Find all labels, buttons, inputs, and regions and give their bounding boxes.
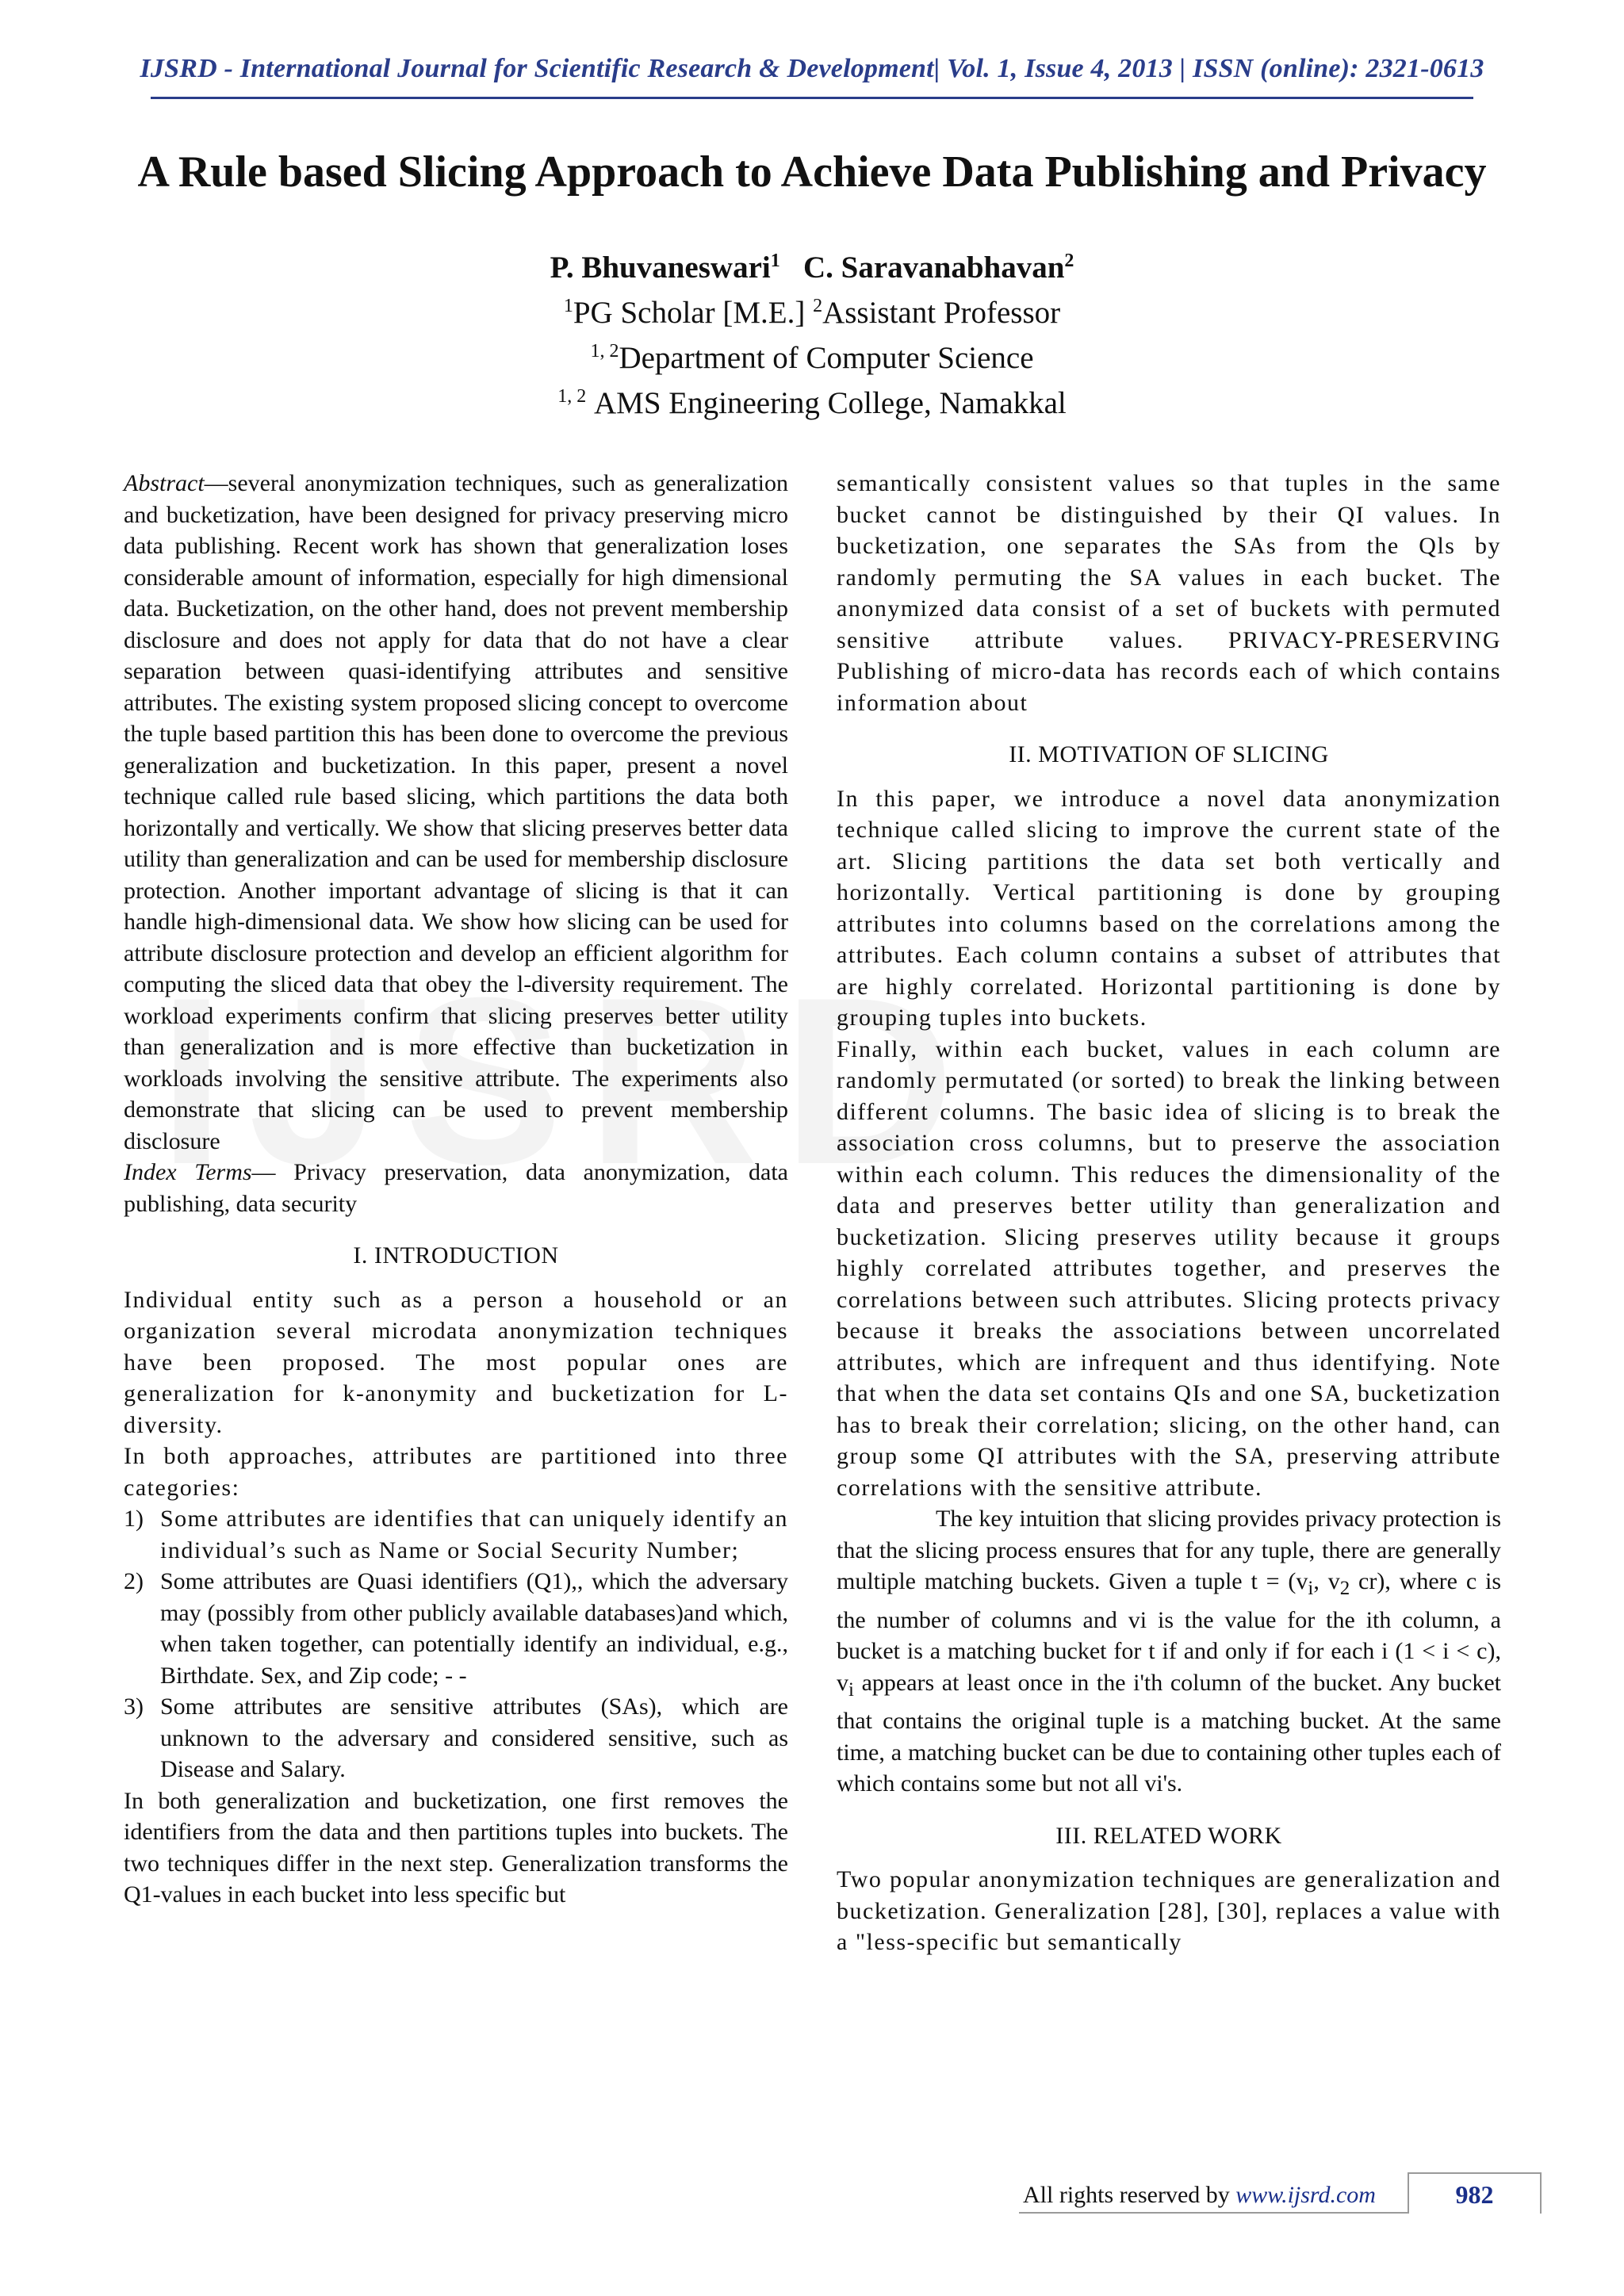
right-column <box>837 468 1501 1958</box>
motivation-paragraph-3: The key intuition that slicing provides privacy protection is that the slicing process ensures that for any tuple, there are generally multiple matching buckets. Given a tuple $t = (v_i$, $v_2$ cr), where c is the number of columns and vi is the value for the ith column, a bucket is a matching bucket for t if and only if for each i (1 < i < c), $v_i$ appears at least once in the i'th column of the bucket. Any bucket that contains the original tuple is a matching bucket. At the same time, a matching bucket can be due to containing other tuples each of which contains some but not all vi's. <box>837 1506 1501 1797</box>
index-terms: Index Terms— Privacy preservation, data anonymization, data publishing, data security <box>124 1159 788 1217</box>
footer-rule <box>1019 2212 1409 2214</box>
motivation-paragraph-2: Finally, within each bucket, values in each column are randomly permutated (or sorted) to break the linking between different columns. The basic idea of slicing is to break the association cross columns, but to preserve the association within each column. This reduces the dimensionality of the data and preserves better utility than generalization and bucketization. Slicing preserves utility because it groups highly correlated attributes together, and preserves the correlations between such attributes. Slicing protects privacy because it breaks the associations between uncorrelated attributes, which are infrequent and thus identifying. Note that when the data set contains QIs and one SA, bucketization has to break their correlation; slicing, on the other hand, can group some QI attributes with the SA, preserving attribute correlations with the sensitive attribute. <box>837 1035 1501 1501</box>
author-2: C. Saravanabhavan <box>802 251 1065 285</box>
paper-title: A Rule based Slicing Approach to Achieve Data Publishing and Privacy <box>137 147 1487 197</box>
intro-paragraph-2: In both approaches, attributes are partitioned into three categories: <box>124 1443 788 1501</box>
section-heading-motivation: II. MOTIVATION OF SLICING <box>1009 741 1329 767</box>
attribute-category-list <box>124 1503 788 1785</box>
list-item: 2) Some attributes are Quasi identifiers (Q1),, which the adversary may (possibly from other publicly available databases)and which, when taken together, can potentially identify an individual, e.g., Birthdate. Sex, and Zip code; - - <box>124 1568 788 1689</box>
intro-paragraph-3: In both generalization and bucketization, one first removes the identifiers from the data and then partitions tuples into buckets. The two techniques differ in the next step. Generalization transforms the Q1-values in each bucket into less specific but <box>124 1787 788 1908</box>
section-heading-introduction: I. INTRODUCTION <box>353 1242 559 1269</box>
related-paragraph-1: Two popular anonymization techniques are generalization and bucketization. Generalization [28], [30], replaces a value with a "less-specific but semantically <box>837 1866 1501 1955</box>
journal-header: IJSRD - International Journal for Scientific Research & Development| Vol. 1, Issue 4, 2013 | ISSN (online): 2321-0613 <box>140 54 1484 83</box>
list-item: 3) Some attributes are sensitive attributes (SAs), which are unknown to the adversary and considered sensitive, such as Disease and Salary. <box>124 1693 788 1782</box>
author-college: $^{1, 2}$ AMS Engineering College, Namakkal <box>557 386 1067 420</box>
header-rule <box>151 97 1473 99</box>
footer-link[interactable]: www.ijsrd.com <box>1235 2182 1376 2208</box>
author-names: P. Bhuvaneswari$^1$ C. Saravanabhavan$^2$ <box>550 251 1074 285</box>
author-department: $^{1, 2}$Department of Computer Science <box>590 341 1034 375</box>
intro-paragraph-1: Individual entity such as a person a household or an organization several microdata anonymization techniques have been proposed. The most popular ones are generalization for k-anonymity and bucketization for L-diversity. <box>124 1286 788 1438</box>
left-column <box>124 468 788 1911</box>
page-number: 982 <box>1408 2172 1542 2214</box>
section-heading-related-work: III. RELATED WORK <box>1055 1822 1282 1849</box>
motivation-paragraph-1: In this paper, we introduce a novel data anonymization technique called slicing to improve the current state of the art. Slicing partitions the data set both vertically and horizontally. Vertical partitioning is done by grouping attributes into columns based on the correlations among the attributes. Each column contains a subset of attributes that are highly correlated. Horizontal partitioning is done by grouping tuples into buckets. <box>837 785 1501 1031</box>
intro-continuation: semantically consistent values so that tuples in the same bucket cannot be distinguished by their QI values. In bucketization, one separates the SAs from the Qls by randomly permuting the SA values in each bucket. The anonymized data consist of a set of buckets with permuted sensitive attribute values. PRIVACY-PRESERVING Publishing of micro-data has records each of which contains information about <box>837 470 1501 716</box>
abstract-paragraph: Abstract—several anonymization techniques, such as generalization and bucketization, have been designed for privacy preserving micro data publishing. Recent work has shown that generalization loses considerable amount of information, especially for high dimensional data. Bucketization, on the other hand, does not prevent membership disclosure and does not apply for data that do not have a clear separation between quasi-identifying attributes and sensitive attributes. The existing system proposed slicing concept to overcome the tuple based partition this has been done to overcome the previous generalization and bucketization. In this paper, present a novel technique called rule based slicing, which partitions the data both horizontally and vertically. We show that slicing preserves better data utility than generalization and can be used for membership disclosure protection. Another important advantage of slicing is that it can handle high-dimensional data. We show how slicing can be used for attribute disclosure protection and develop an efficient algorithm for computing the sliced data that obey the l-diversity requirement. The workload experiments confirm that slicing preserves better utility than generalization and is more effective than bucketization in workloads involving the sensitive attribute. The experiments also demonstrate that slicing can be used to prevent membership disclosure <box>124 470 788 1154</box>
author-1: P. Bhuvaneswari <box>550 251 771 285</box>
list-item: 1) Some attributes are identifies that can uniquely identify an individual’s such as Name or Social Security Number; <box>124 1506 788 1563</box>
footer-rights: All rights reserved by www.ijsrd.com <box>1023 2182 1376 2208</box>
author-roles: $^1$PG Scholar [M.E.] $^2$Assistant Professor <box>563 296 1061 330</box>
author-block <box>0 242 1624 423</box>
